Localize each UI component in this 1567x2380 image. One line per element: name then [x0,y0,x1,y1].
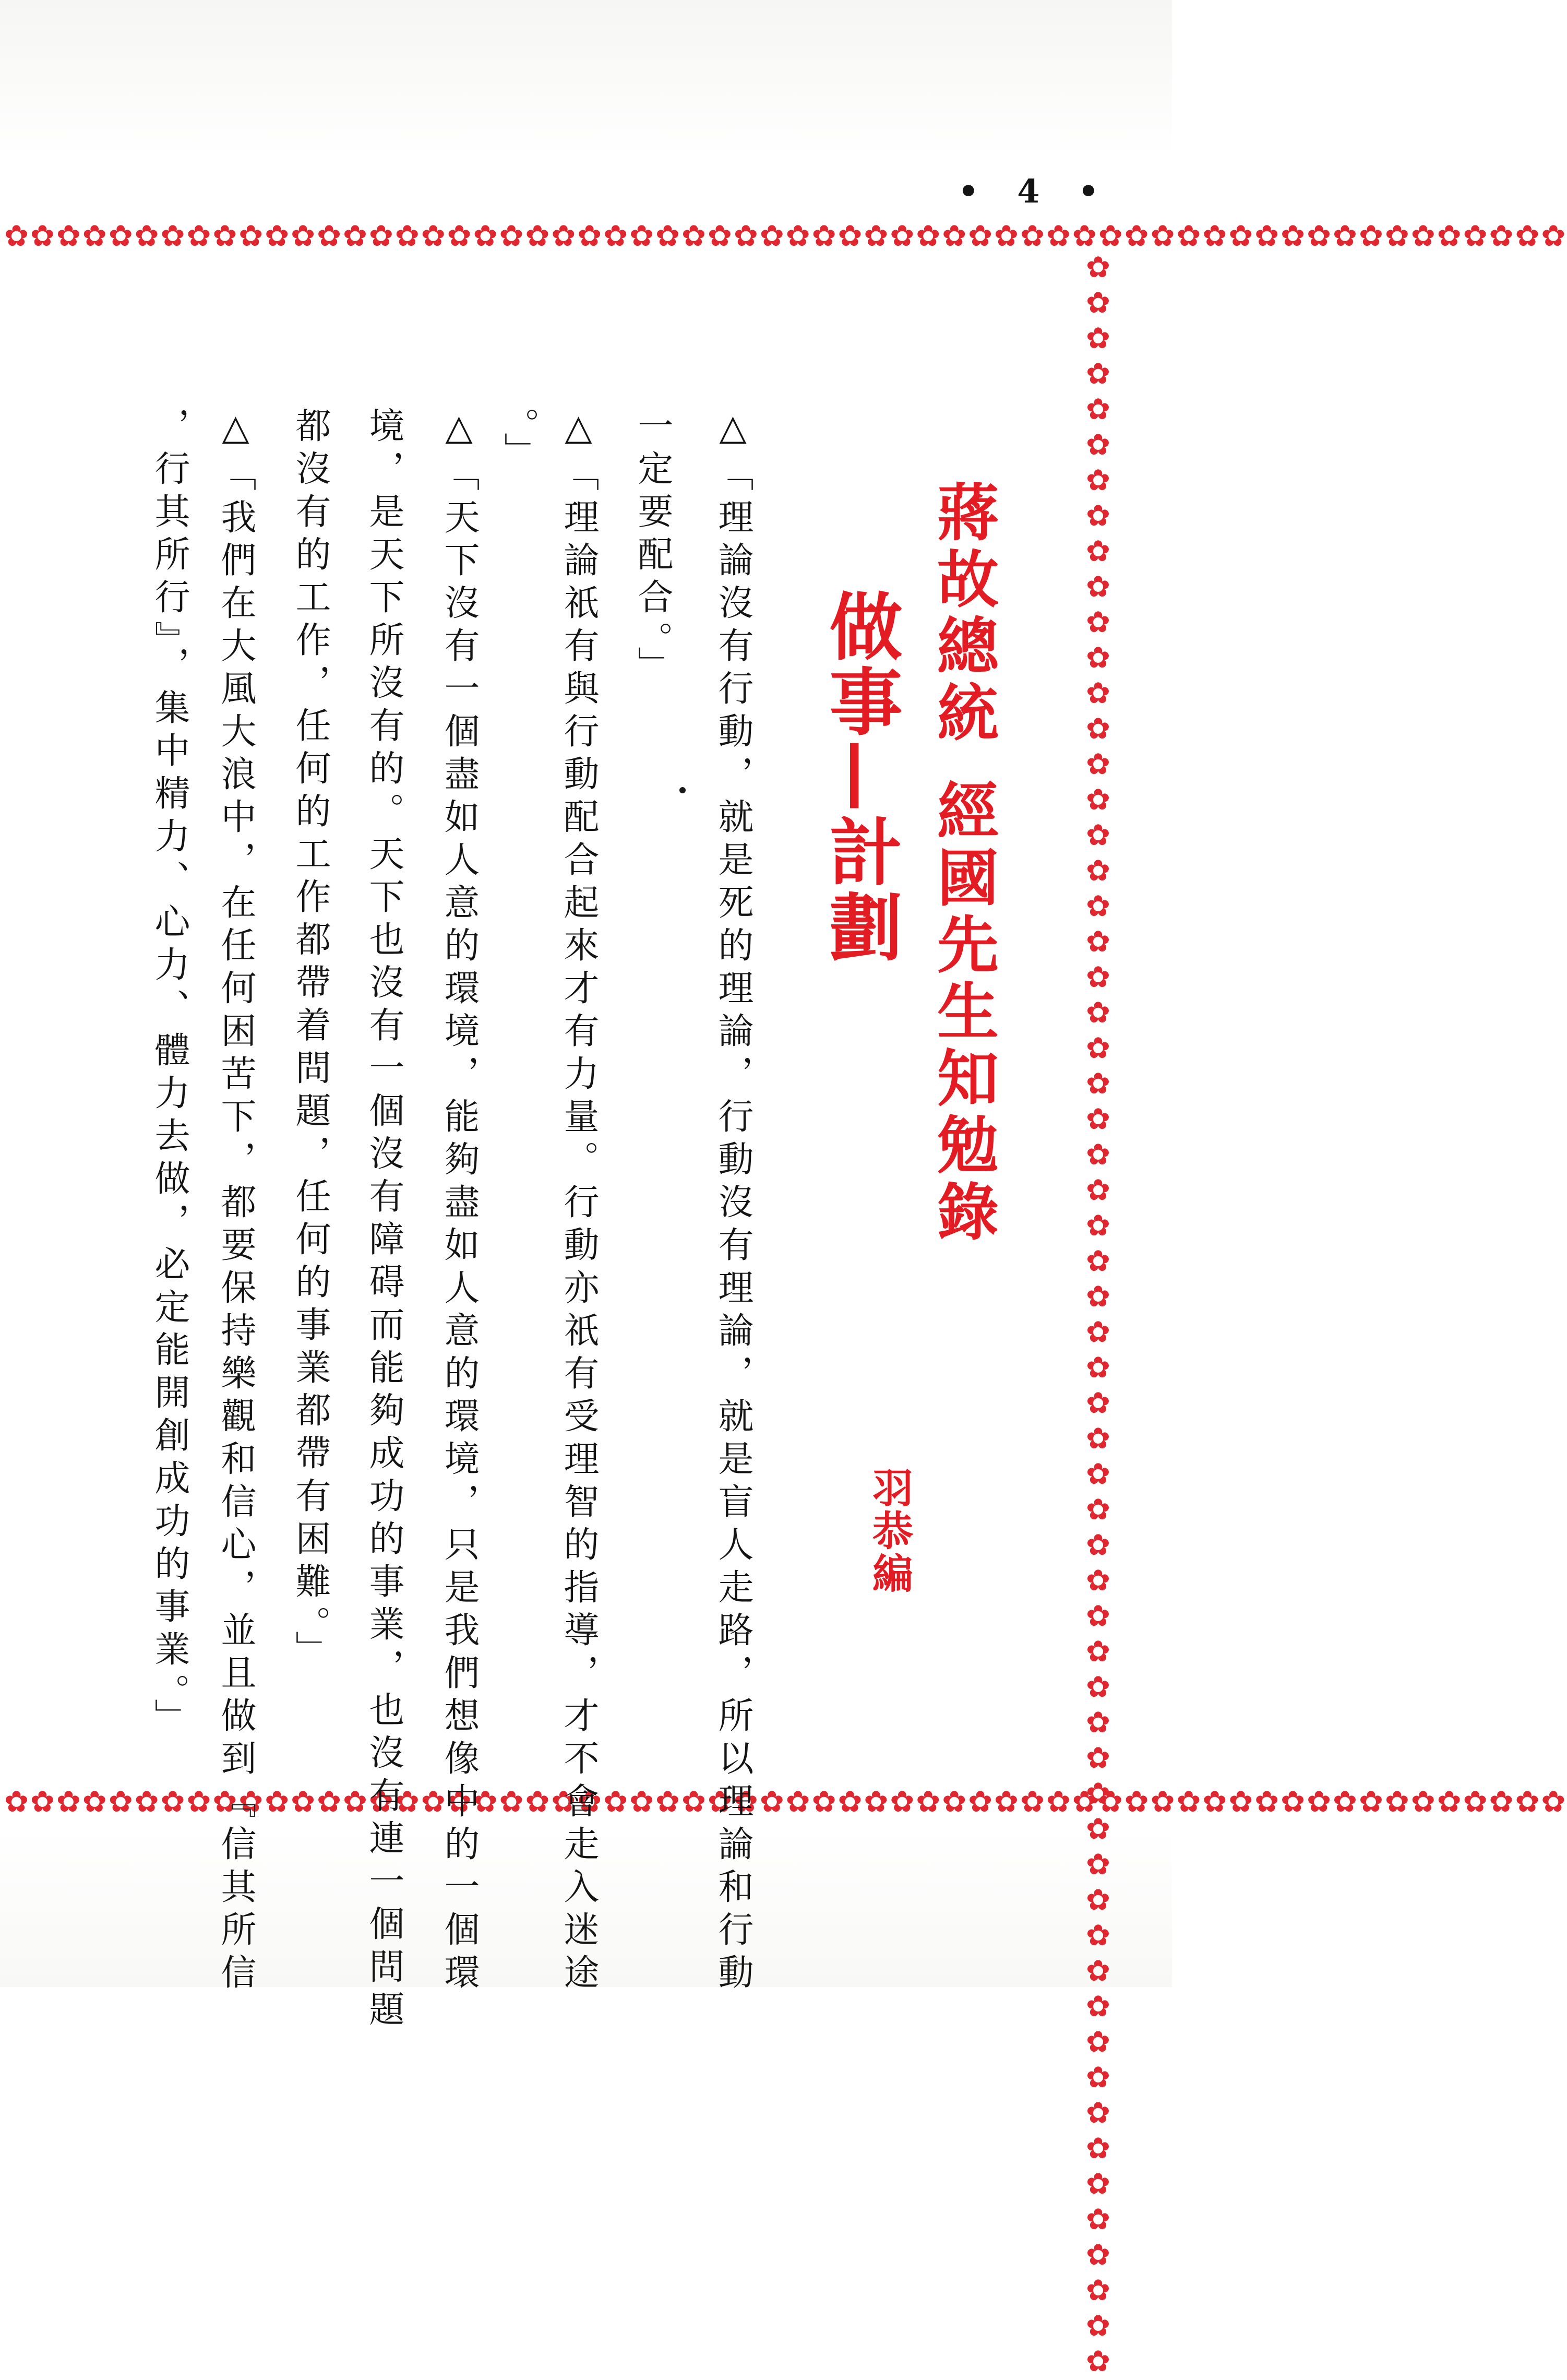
body-column-8: △「我們在大風大浪中，在任何困苦下，都要保持樂觀和信心，並且做到『信其所信 [215,407,256,1996]
body-column-2: 一定要配合。」 [632,407,673,689]
page-number: • 4 • [958,172,1113,210]
body-column-7: 都沒有的工作，任何的工作都帶着問題，任何的事業都帶有困難。」 [290,407,331,1673]
title-part-2: 經國先生知勉錄 [927,779,999,1246]
body-column-3: △「理論祇有與行動配合起來才有力量。行動亦祇有受理智的指導，才不會走入迷途 [558,407,599,1996]
title-part-1: 蔣故總統 [927,480,999,747]
section-subtitle: 做事—計劃 [817,589,903,965]
body-column-5: △「天下沒有一個盡如人意的環境，能夠盡如人意的環境，只是我們想像中的一個環 [438,407,480,1996]
bleed-through-shadow [1023,292,1059,605]
ink-speck [679,787,686,793]
page-title [918,480,1007,1246]
body-column-4: 。」 [498,407,540,475]
flower-border-bottom: ✿✿✿✿✿✿✿✿✿✿✿✿✿✿✿✿✿✿✿✿✿✿✿✿✿✿✿✿✿✿✿✿✿✿✿✿✿✿✿✿✿✿✿✿✿✿✿✿✿✿✿✿✿✿✿✿✿✿✿✿ [4,1785,1567,1819]
body-column-6: 境，是天下所沒有的。天下也沒有一個沒有障碍而能夠成功的事業，也沒有連一個問題 [363,407,404,2033]
body-column-1: △「理論沒有行動，就是死的理論，行動沒有理論，就是盲人走路，所以理論和行動 [712,407,753,1996]
flower-border-right: ✿✿✿✿✿✿✿✿✿✿✿✿✿✿✿✿✿✿✿✿✿✿✿✿✿✿✿✿✿✿✿✿✿✿✿✿✿✿✿✿✿✿✿✿✿✿✿✿✿✿✿✿✿✿✿✿✿✿✿✿ [1081,251,1115,2380]
flower-border-top: ✿✿✿✿✿✿✿✿✿✿✿✿✿✿✿✿✿✿✿✿✿✿✿✿✿✿✿✿✿✿✿✿✿✿✿✿✿✿✿✿✿✿✿✿✿✿✿✿✿✿✿✿✿✿✿✿✿✿✿✿ [4,219,1567,253]
editor-credit: 羽恭編 [866,1467,913,1595]
body-column-9: ，行其所行』，集中精力、心力、體力去做，必定能開創成功的事業。」 [149,407,190,1741]
